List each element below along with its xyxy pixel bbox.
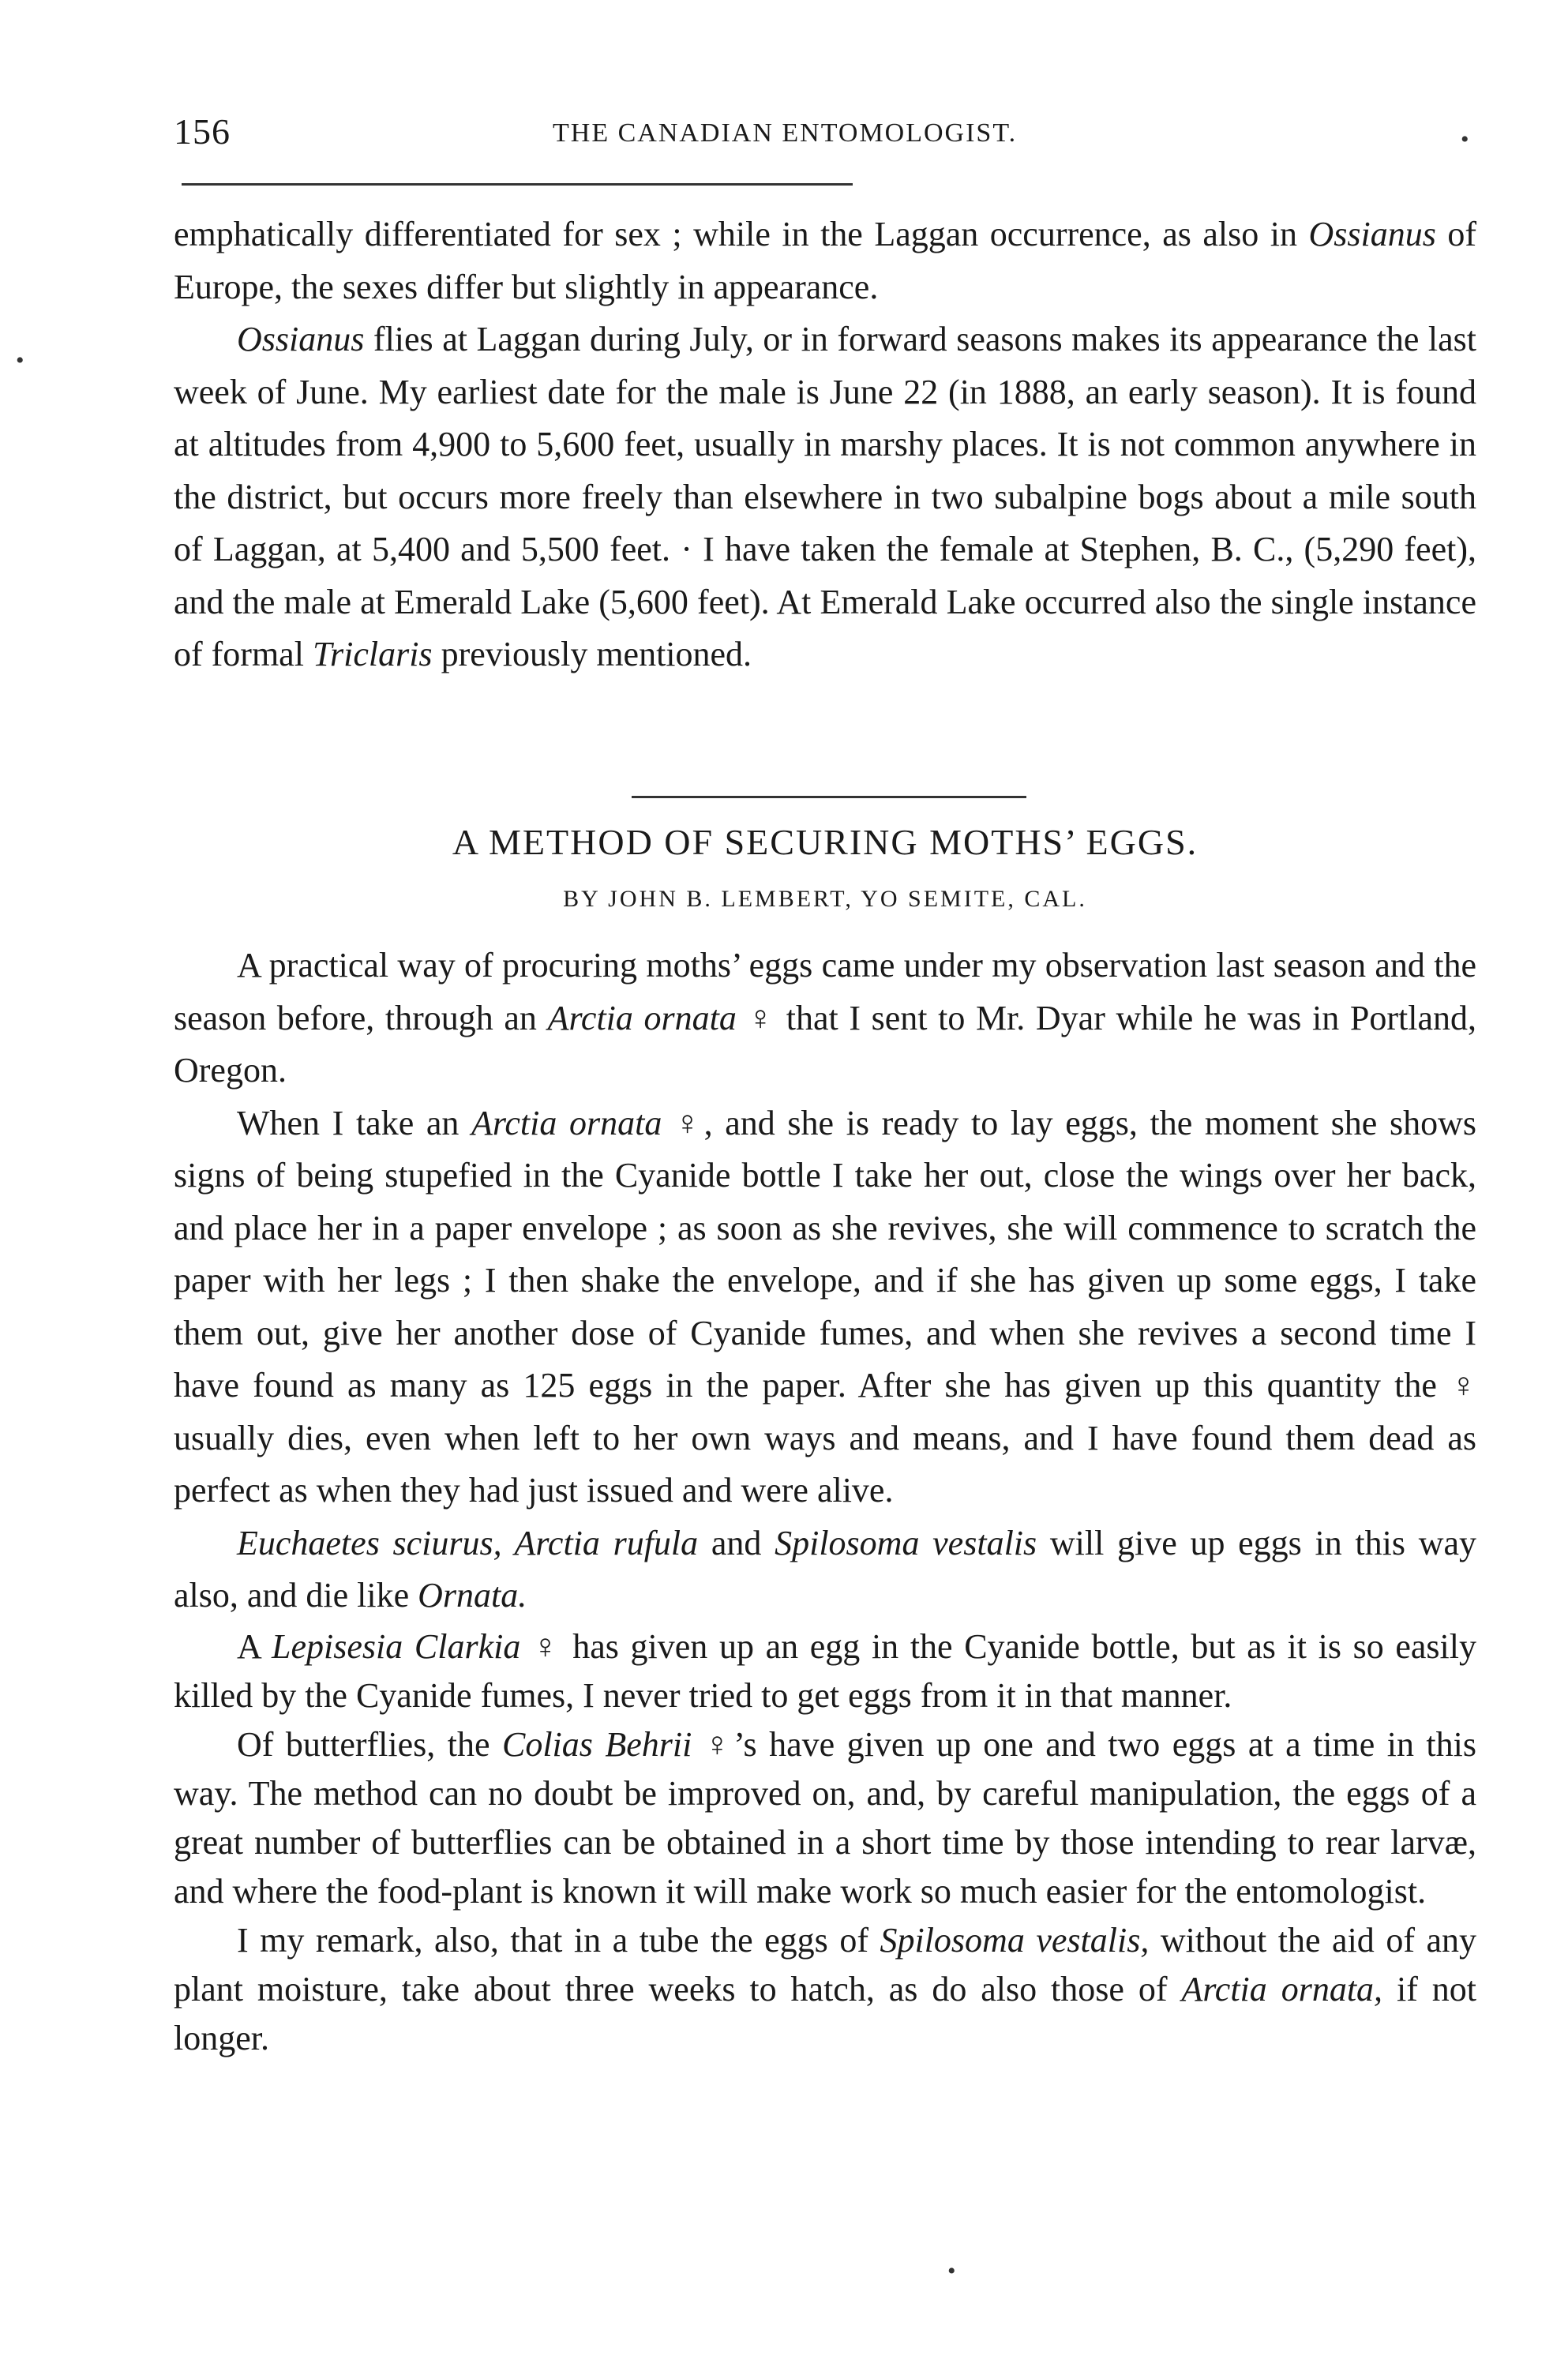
margin-mark: • [1461, 126, 1469, 152]
paragraph [174, 1622, 1476, 1720]
text-run: Of butterflies, the [237, 1724, 502, 1764]
italic-text: Triclaris [312, 635, 433, 673]
italic-text: Ornata. [418, 1576, 527, 1615]
text-run: A [237, 1626, 272, 1666]
paragraph [174, 1517, 1476, 1622]
text-run: I my remark, also, that in a tube the eggs of [237, 1920, 880, 1960]
paragraph [174, 940, 1476, 1097]
text-run: ♀, and she is ready to lay eggs, the moment she shows signs of being stupefied in the Cyanide bottle I take her out, close the wings over her back, and place her in a paper envelope ; as soon as she revives, she will commence to scratch the paper with her legs ; I then shake the envelope, and if she has given up some eggs, I take them out, give her another dose of Cyanide fumes, and when she revives a second time I have found as many as 125 eggs in the paper. After she has given up this quantity the ♀ usually dies, even when left to her own ways and means, and I have found them dead as perfect as when they had just issued and were alive. [174, 1103, 1476, 1510]
italic-text: Ossianus [1308, 215, 1436, 253]
header-rule [182, 183, 853, 186]
italic-text: Arctia ornata [547, 998, 737, 1037]
continued-section [174, 208, 1476, 681]
paragraph [174, 1097, 1476, 1517]
italic-text: Spilosoma vestalis, [880, 1920, 1150, 1960]
paragraph [174, 208, 1476, 313]
text-run: previously mentioned. [432, 635, 752, 673]
text-run: and [698, 1523, 775, 1562]
text-run: ♀ that I sent to Mr. Dyar while he was in Portland, Oregon. [174, 998, 1476, 1090]
italic-text: Lepisesia Clarkia [272, 1626, 521, 1666]
text-run: flies at Laggan during July, or in forward seasons makes its appearance the last week of June. My earliest date for the male is June 22 (in 1888, an early season). It is found at altitudes from 4,900 to 5,600 feet, usually in marshy places. It is not common anywhere in the district, but occurs more freely than elsewhere in two subalpine bogs about a mile south of Laggan, at 5,400 and 5,500 feet. · I have taken the female at Stephen, B. C., (5,290 feet), and the male at Emerald Lake (5,600 feet). At Emerald Lake occurred also the single instance of formal [174, 320, 1476, 673]
italic-text: Colias Behrii [501, 1724, 692, 1764]
running-title: THE CANADIAN ENTOMOLOGIST. [553, 118, 1018, 148]
italic-text: Spilosoma vestalis [775, 1523, 1037, 1562]
text-run: When I take an [237, 1103, 472, 1142]
text-run: of Europe, the sexes differ but slightly in appearance. [174, 215, 1476, 306]
margin-mark: • [16, 347, 24, 373]
italic-text: Ossianus [237, 320, 365, 358]
text-run: ♀’s have given up one and two eggs at a time in this way. The method can no doubt be improved on, and, by careful manipulation, the eggs of a great number of butterflies can be obtained in a short time by those intending to rear larvæ, and where the food-plant is known it will make work so much easier for the entomologist. [174, 1724, 1476, 1911]
article-byline: BY JOHN B. LEMBERT, YO SEMITE, CAL. [563, 886, 1087, 912]
italic-text: Euchaetes sciurus, Arctia rufula [237, 1523, 699, 1562]
page-header [174, 111, 1476, 158]
paragraph [174, 1720, 1476, 1916]
margin-mark: • [947, 2258, 956, 2284]
text-run: ♀ has given up an egg in the Cyanide bottle, but as it is so easily killed by the Cyanide fumes, I never tried to get eggs from it in that manner. [174, 1626, 1476, 1715]
text-run: will give up eggs in this way also, and die like [174, 1523, 1477, 1615]
text-run: emphatically differentiated for sex ; while in the Laggan occurrence, as also in [174, 215, 1309, 253]
text-run: A practical way of procuring moths’ eggs came under my observation last season and the season before, through an [174, 946, 1476, 1037]
paragraph [174, 313, 1476, 681]
section-divider [632, 796, 1026, 798]
italic-text: Arctia ornata [471, 1103, 662, 1142]
article-body [174, 940, 1476, 2063]
article-title: A METHOD OF SECURING MOTHS’ EGGS. [452, 822, 1199, 862]
text-run: without the aid of any plant moisture, take about three weeks to hatch, as do also those of [174, 1920, 1477, 2009]
paragraph [174, 1916, 1476, 2063]
text-run: if not longer. [174, 1969, 1477, 2057]
italic-text: Arctia ornata, [1181, 1969, 1383, 2009]
page-number: 156 [174, 111, 231, 152]
